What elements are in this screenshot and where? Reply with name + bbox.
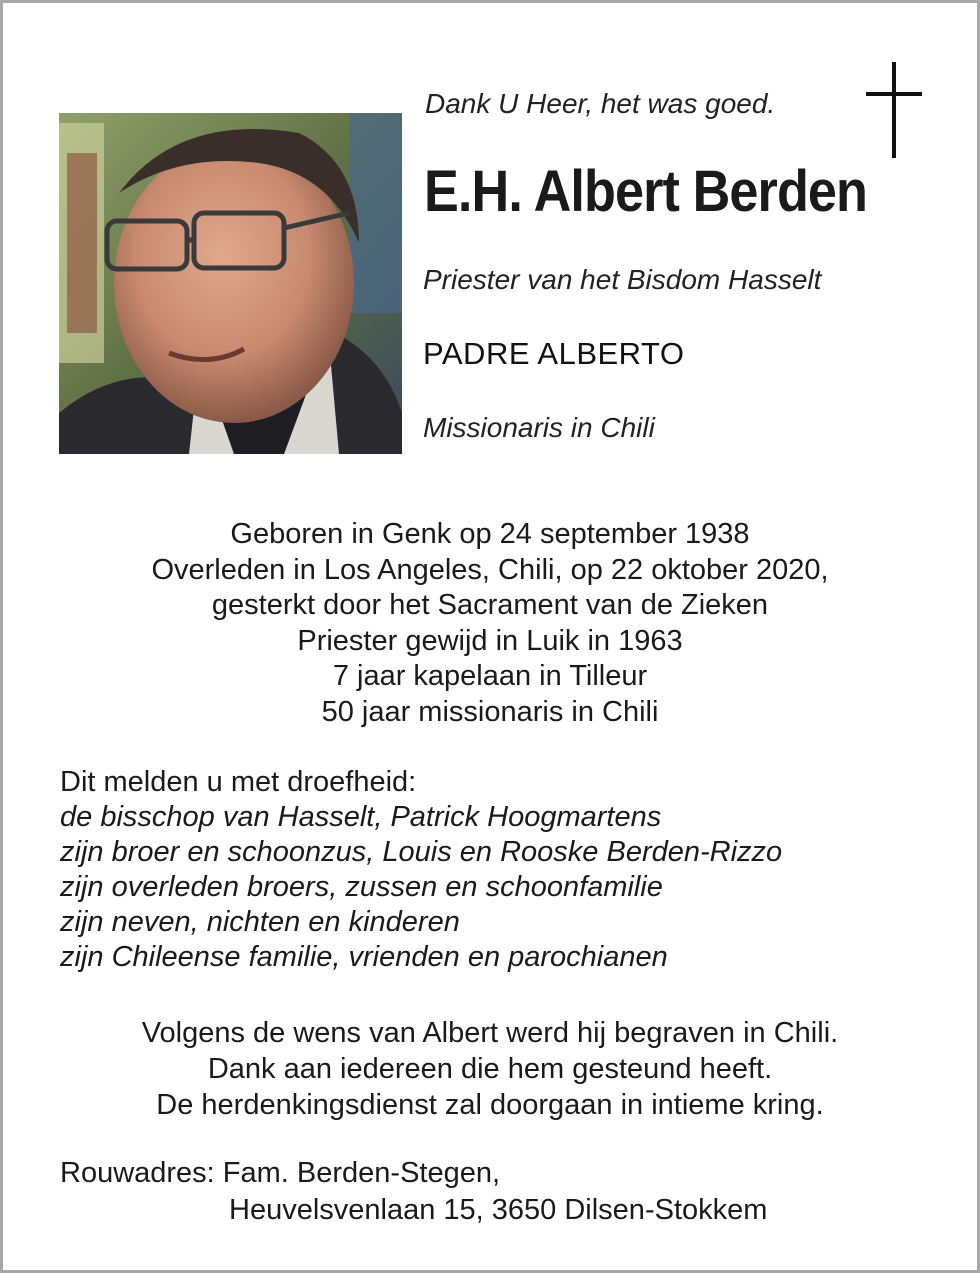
family-member: zijn Chileense familie, vrienden en parochianen bbox=[60, 941, 668, 973]
family-member: zijn overleden broers, zussen en schoonfamilie bbox=[60, 871, 663, 903]
bio-line: Priester gewijd in Luik in 1963 bbox=[297, 624, 683, 657]
portrait-photo bbox=[59, 113, 402, 454]
closing-line: De herdenkingsdienst zal doorgaan in intieme kring. bbox=[156, 1089, 824, 1121]
bio-line: 7 jaar kapelaan in Tilleur bbox=[332, 660, 648, 692]
family-member: de bisschop van Hasselt, Patrick Hoogmartens bbox=[60, 801, 662, 833]
family-block bbox=[60, 765, 782, 975]
address-line-1: Rouwadres: Fam. Berden-Stegen, bbox=[60, 1157, 501, 1189]
bio-line: Geboren in Genk op 24 september 1938 bbox=[230, 518, 750, 550]
latin-cross-icon bbox=[866, 62, 922, 158]
bio-line: Overleden in Los Angeles, Chili, op 22 oktober 2020, bbox=[151, 553, 829, 586]
biography-block bbox=[60, 517, 920, 730]
address-line-2: Heuvelsvenlaan 15, 3650 Dilsen-Stokkem bbox=[229, 1194, 768, 1226]
mission-text: Missionaris in Chili bbox=[423, 412, 655, 443]
closing-line: Volgens de wens van Albert werd hij begraven in Chili. bbox=[141, 1017, 839, 1049]
deceased-name: E.H. Albert Berden bbox=[424, 159, 868, 224]
family-member: zijn broer en schoonzus, Louis en Rooske Berden-Rizzo bbox=[60, 836, 783, 868]
bio-line: gesterkt door het Sacrament van de Zieken bbox=[211, 589, 769, 621]
closing-block bbox=[60, 1015, 920, 1123]
closing-line: Dank aan iedereen die hem gesteund heeft. bbox=[207, 1053, 773, 1085]
bio-line: 50 jaar missionaris in Chili bbox=[321, 695, 659, 728]
family-intro: Dit melden u met droefheid: bbox=[60, 766, 417, 798]
alias-text: PADRE ALBERTO bbox=[423, 336, 685, 371]
family-member: zijn neven, nichten en kinderen bbox=[60, 906, 460, 938]
role-text: Priester van het Bisdom Hasselt bbox=[423, 264, 822, 295]
motto-text: Dank U Heer, het was goed. bbox=[425, 88, 776, 119]
mourning-address bbox=[60, 1155, 767, 1229]
